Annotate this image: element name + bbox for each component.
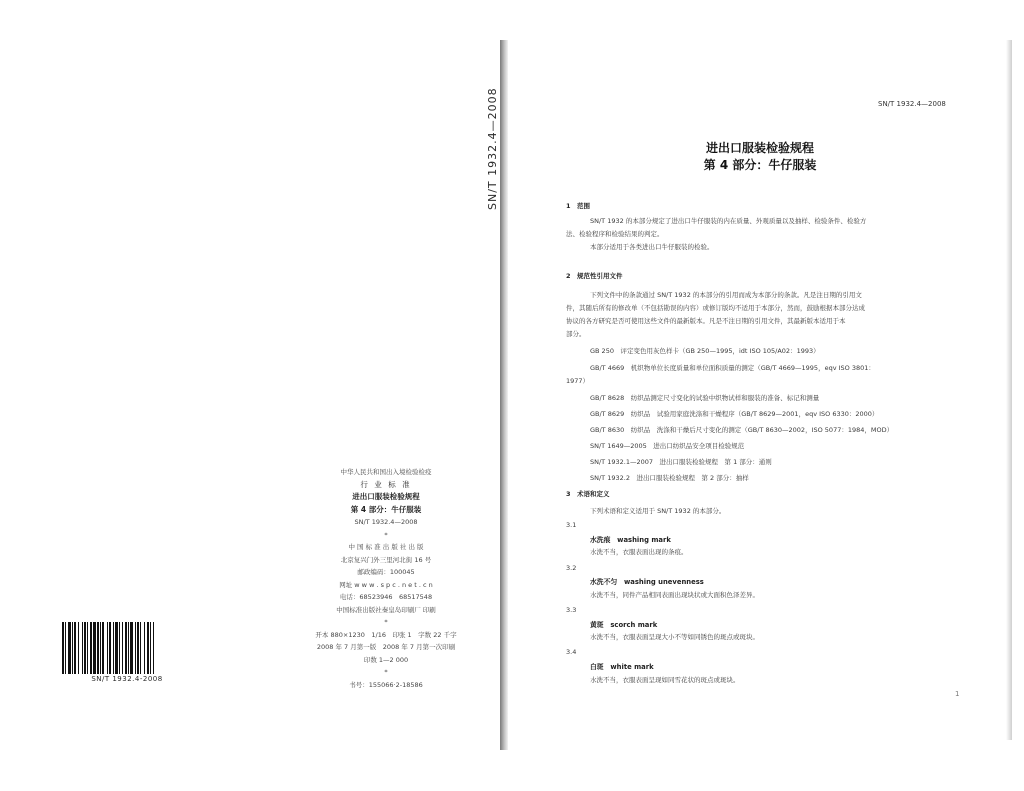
barcode-bars <box>62 622 192 674</box>
imprint-block <box>286 466 486 691</box>
imprint-star: * <box>384 530 388 539</box>
spine-code: SN/T 1932.4—2008 <box>486 87 499 210</box>
document-title <box>680 140 840 174</box>
section-1-heading: 1 范围 <box>566 202 591 210</box>
paragraph: 部分。 <box>566 330 586 338</box>
reference-item: GB 250 评定变色用灰色样卡（GB 250—1995，idt ISO 105/A02：1993） <box>590 347 820 355</box>
term-number: 3.4 <box>566 648 577 656</box>
reference-item: SN/T 1649—2005 进出口纺织品安全项目检验规范 <box>590 442 745 450</box>
section-3-heading: 3 术语和定义 <box>566 490 610 498</box>
page-header-code: SN/T 1932.4—2008 <box>878 100 946 108</box>
barcode <box>62 622 192 683</box>
reference-item: GB/T 8629 纺织品 试验用家庭洗涤和干燥程序（GB/T 8629—2001，eqv ISO 6330：2000） <box>590 410 879 418</box>
imprint-website: 网址 w w w . s p c . n e t . c n <box>339 580 433 589</box>
paragraph: 协议的各方研究是否可使用这些文件的最新版本。凡是不注日期的引用文件，其最新版本适用于本 <box>566 317 846 325</box>
reference-item: SN/T 1932.1—2007 进出口服装检验规程 第 1 部分：通则 <box>590 458 772 466</box>
term-title: 黄斑 scorch mark <box>590 621 658 629</box>
imprint-publisher-head: 中华人民共和国出入境检验检疫 <box>340 468 432 476</box>
reference-item: 1977） <box>566 377 590 385</box>
page-number: 1 <box>955 690 960 698</box>
title-line1: 进出口服装检验规程 <box>705 141 814 155</box>
imprint-isbn: 书号：155066·2-18586 <box>349 680 423 689</box>
reference-item: GB/T 8630 纺织品 洗涤和干燥后尺寸变化的测定（GB/T 8630—2002，ISO 5077：1984，MOD） <box>590 426 894 434</box>
imprint-print-run: 印数 1—2 000 <box>363 655 409 664</box>
term-number: 3.1 <box>566 521 577 529</box>
barcode-label: SN/T 1932.4-2008 <box>91 675 163 683</box>
paragraph: 法、检验程序和检验结果的判定。 <box>566 230 664 238</box>
term-definition: 水洗不当，衣服表面呈现如同雪花状的斑点或斑块。 <box>590 676 740 684</box>
term-title: 水洗不匀 washing unevenness <box>590 578 704 586</box>
term-title: 白斑 white mark <box>590 663 654 671</box>
imprint-phone: 电话：68523946 68517548 <box>339 593 433 601</box>
reference-item: GB/T 8628 纺织品测定尺寸变化的试验中织物试样和服装的准备、标记和测量 <box>590 394 820 402</box>
imprint-address: 北京复兴门外三里河北街 16 号 <box>340 555 432 564</box>
imprint-press: 中 国 标 准 出 版 社 出 版 <box>348 543 424 551</box>
imprint-postcode: 邮政编码：100045 <box>357 568 415 576</box>
barcode-bar <box>154 622 155 674</box>
term-number: 3.2 <box>566 564 577 572</box>
paragraph: 本部分适用于各类进出口牛仔服装的检验。 <box>590 243 714 251</box>
paragraph: 下列文件中的条款通过 SN/T 1932 的本部分的引用而成为本部分的条款。凡是注日期的引用文 <box>590 291 862 299</box>
imprint-standard-type: 行 业 标 准 <box>360 479 412 489</box>
reference-item: SN/T 1932.2 进出口服装检验规程 第 2 部分：抽样 <box>590 474 749 482</box>
imprint-title-line2: 第 4 部分：牛仔服装 <box>350 504 422 514</box>
paragraph: 件，其随后所有的修改单（不包括勘误的内容）或修订版均不适用于本部分，然而，鼓励根据本部分达成 <box>566 304 865 312</box>
section-2-heading: 2 规范性引用文件 <box>566 272 623 280</box>
imprint-code: SN/T 1932.4—2008 <box>354 518 418 526</box>
paragraph: 下列术语和定义适用于 SN/T 1932 的本部分。 <box>590 507 726 515</box>
imprint-star: * <box>384 618 388 626</box>
paragraph: SN/T 1932 的本部分规定了进出口牛仔服装的内在质量、外观质量以及抽样、检验条件、检验方 <box>590 217 867 225</box>
imprint-star: * <box>384 668 388 676</box>
imprint-format: 开本 880×1230 1/16 印张 1 字数 22 千字 <box>315 630 457 639</box>
term-definition: 水洗不当，衣服表面呈现大小不等如同锈色的斑点或斑块。 <box>590 633 759 641</box>
term-number: 3.3 <box>566 606 577 614</box>
term-definition: 水洗不当，衣服表面出现的条痕。 <box>590 548 688 556</box>
imprint-printer: 中国标准出版社秦皇岛印刷厂 印刷 <box>336 605 436 614</box>
reference-item: GB/T 4669 机织物单位长度质量和单位面积质量的测定（GB/T 4669—1995，eqv ISO 3801： <box>590 364 875 372</box>
term-title: 水洗痕 washing mark <box>590 536 671 544</box>
term-definition: 水洗不当，同件产品相同表面出现块状或大面积色泽差异。 <box>590 591 759 599</box>
imprint-title-line1: 进出口服装检验规程 <box>352 492 420 501</box>
imprint-edition: 2008 年 7 月第一版 2008 年 7 月第一次印刷 <box>316 643 456 651</box>
title-line2: 第 4 部分：牛仔服装 <box>703 158 817 172</box>
